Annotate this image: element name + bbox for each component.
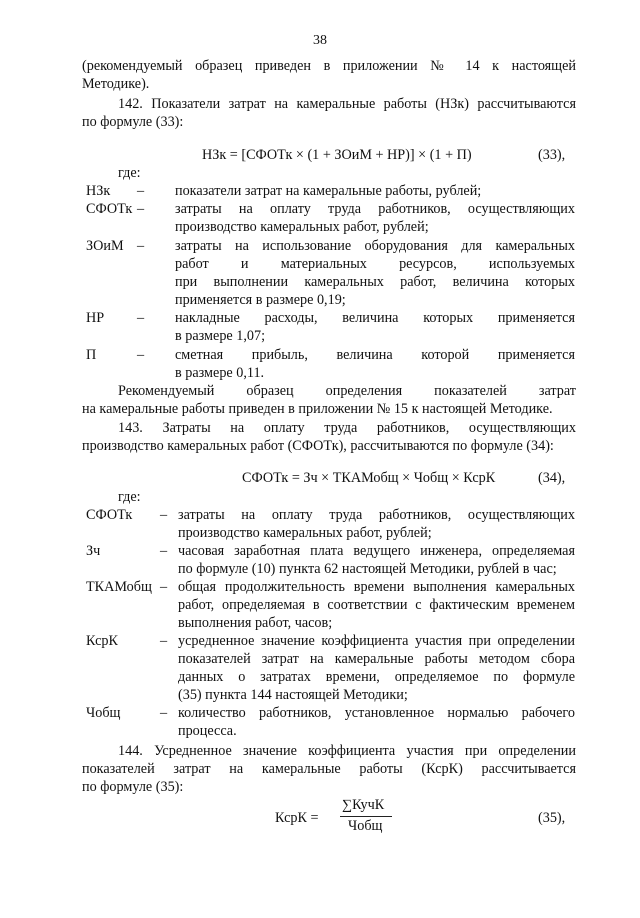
paragraph-142-line: 142. Показатели затрат на камеральные работы (НЗк) рассчитываются [118,96,576,112]
formula-34: СФОТк = Зч × ТКАМобщ × Чобщ × КсрК [242,470,496,486]
definition-text-line: применяется в размере 0,19; [175,292,346,308]
paragraph-recommended-line: на камеральные работы приведен в приложении № 15 к настоящей Методике. [82,401,553,417]
definition-text-line: выполнения работ, часов; [178,615,333,631]
definition-text-line: процесса. [178,723,237,739]
paragraph-143-line: производство камеральных работ (СФОТк), рассчитываются по формуле (34): [82,438,554,454]
definition-text-line: количество работников, установленное нормалью рабочего [178,705,575,721]
definition-text-line: по формуле (10) пункта 62 настоящей Методики, рублей в час; [178,561,557,577]
definition-dash: – [160,507,168,523]
definition-text-line: при выполнении камеральных работ, величина которых [175,274,575,290]
formula-33-number: (33), [538,147,566,163]
definition-text-line: накладные расходы, величина которых применяется [175,310,575,326]
definition-dash: – [137,238,145,254]
definition-symbol: КсрК [86,633,118,649]
definition-text-line: общая продолжительность времени выполнения камеральных [178,579,575,595]
definition-symbol: СФОТк [86,507,133,523]
definition-dash: – [160,579,168,595]
definition-text-line: сметная прибыль, величина которой применяется [175,347,575,363]
definition-symbol: П [86,347,97,363]
formula-35-numerator: ∑КучК [342,797,385,813]
where-label: где: [118,165,141,181]
definition-dash: – [160,543,168,559]
definition-dash: – [137,310,145,326]
definition-text-line: в размере 0,11. [175,365,265,381]
paragraph-144-line: показателей затрат на камеральные работы (КсрК) рассчитывается [82,761,576,777]
definition-text-line: работ и материальных ресурсов, используемых [175,256,575,272]
definition-symbol: НЗк [86,183,111,199]
definition-text-line: производство камеральных работ, рублей; [175,219,429,235]
definition-symbol: Зч [86,543,101,559]
paragraph-143-line: 143. Затраты на оплату труда работников, осуществляющих [118,420,576,436]
definition-symbol: НР [86,310,105,326]
definition-symbol: СФОТк [86,201,133,217]
definition-symbol: Чобщ [86,705,121,721]
paragraph-144-line: по формуле (35): [82,779,184,795]
formula-35-number: (35), [538,810,566,826]
definition-symbol: ТКАМобщ [86,579,152,595]
paragraph-recommended-line: Рекомендуемый образец определения показателей затрат [118,383,576,399]
definition-text-line: затраты на оплату труда работников, осуществляющих [175,201,575,217]
formula-33: НЗк = [СФОТк × (1 + ЗОиМ + НР)] × (1 + П) [202,147,472,163]
definition-dash: – [137,183,145,199]
definition-dash: – [160,633,168,649]
definition-text-line: (35) пункта 144 настоящей Методики; [178,687,408,703]
paragraph-continuation-line: (рекомендуемый образец приведен в приложении № 14 к настоящей [82,58,576,74]
definition-text-line: затраты на оплату труда работников, осуществляющих [178,507,575,523]
definition-dash: – [137,347,145,363]
definition-text-line: производство камеральных работ, рублей; [178,525,432,541]
where-label: где: [118,489,141,505]
definition-text-line: усредненное значение коэффициента участия при определении [178,633,575,649]
definition-text-line: показатели затрат на камеральные работы, рублей; [175,183,482,199]
paragraph-144-line: 144. Усредненное значение коэффициента участия при определении [118,743,576,759]
paragraph-continuation-line: Методике). [82,76,150,92]
definition-text-line: показателей затрат на камеральные работы методом сбора [178,651,575,667]
definition-dash: – [160,705,168,721]
fraction-bar [340,816,392,817]
definition-symbol: ЗОиМ [86,238,124,254]
formula-35-denominator: Чобщ [348,818,383,834]
definition-text-line: в размере 1,07; [175,328,266,344]
definition-dash: – [137,201,145,217]
definition-text-line: работ, определяемая в соответствии с фактическим временем [178,597,575,613]
definition-text-line: часовая заработная плата ведущего инженера, определяемая [178,543,575,559]
formula-34-number: (34), [538,470,566,486]
definition-text-line: затраты на использование оборудования для камеральных [175,238,575,254]
formula-35-lhs: КсрК = [275,810,319,826]
definition-text-line: данных о затратах времени, определяемое по формуле [178,669,575,685]
paragraph-142-line: по формуле (33): [82,114,184,130]
page-number: 38 [313,33,327,48]
